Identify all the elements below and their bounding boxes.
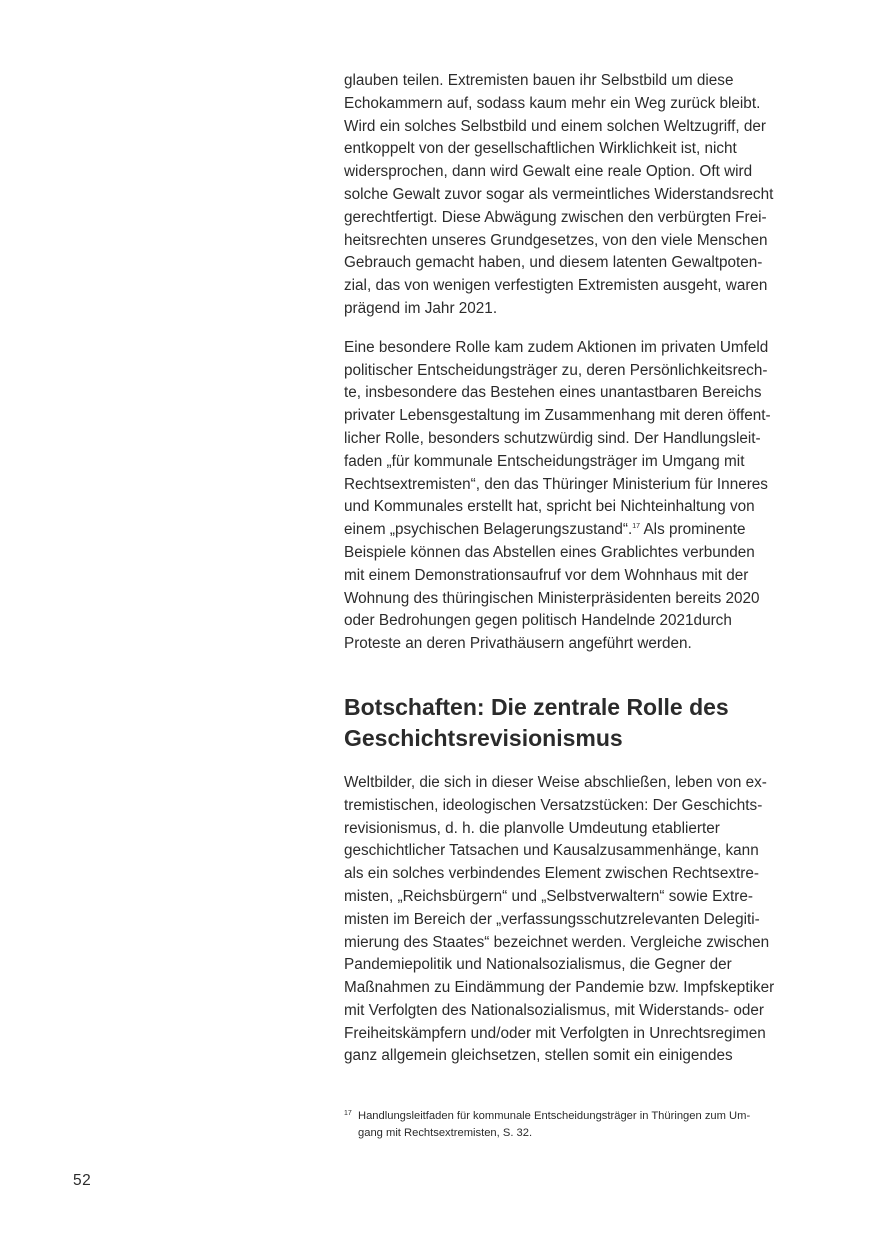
footnote-reference[interactable]: 17 [632, 523, 641, 531]
text-line: glauben teilen. Extremisten bauen ihr Selbstbild um diese [344, 72, 734, 89]
footnote-text [344, 1108, 804, 1142]
text-line: Beispiele können das Abstellen eines Grablichtes verbunden [344, 543, 755, 561]
text-line: mit einem Demonstrationsaufruf vor dem Wohnhaus mit der [344, 566, 749, 584]
text-line: Pandemiepolitik und Nationalsozialismus, die Gegner der [344, 956, 732, 974]
footnote-line: Handlungsleitfaden für kommunale Entscheidungsträger in Thüringen zum Um- [358, 1110, 751, 1122]
paragraph-historical-revisionism [344, 772, 804, 1068]
text-line: Wird ein solches Selbstbild und einem solchen Weltzugriff, der [344, 117, 767, 135]
page-number: 52 [73, 1172, 92, 1189]
text-line: prägend im Jahr 2021. [344, 299, 498, 317]
text-line: revisionismus, d. h. die planvolle Umdeutung etablierter [344, 819, 720, 837]
text-line: entkoppelt von der gesellschaftlichen Wirklichkeit ist, nicht [344, 140, 737, 158]
section-heading [344, 692, 804, 754]
heading-line: Geschichtsrevisionismus [344, 724, 623, 751]
footnote-line: gang mit Rechtsextremisten, S. 32. [358, 1127, 533, 1139]
text-line: widersprochen, dann wird Gewalt eine reale Option. Oft wird [344, 163, 753, 181]
text-line: te, insbesondere das Bestehen eines unantastbaren Bereichs [344, 384, 762, 402]
text-line: Gebrauch gemacht haben, und diesem latenten Gewaltpoten- [344, 254, 763, 272]
text-line: faden „für kommunale Entscheidungsträger im Umgang mit [344, 452, 745, 470]
paragraph-private-environment [344, 337, 804, 656]
text-line: oder Bedrohungen gegen politisch Handelnde 2021durch [344, 612, 732, 630]
text-line: ganz allgemein gleichsetzen, stellen somit ein einigendes [344, 1047, 733, 1065]
text-line: gerechtfertigt. Diese Abwägung zwischen den verbürgten Frei- [344, 208, 767, 226]
footnote [344, 1108, 804, 1142]
text-line: mierung des Staates“ bezeichnet werden. Vergleiche zwischen [344, 933, 770, 951]
text-line: Maßnahmen zu Eindämmung der Pandemie bzw. Impfskeptiker [344, 979, 775, 997]
text-line: und Kommunales erstellt hat, spricht bei Nichteinhaltung von [344, 498, 755, 516]
text-line: heitsrechten unseres Grundgesetzes, von den viele Menschen [344, 231, 768, 249]
main-text-column [344, 70, 804, 1068]
text-line: Eine besondere Rolle kam zudem Aktionen im privaten Umfeld [344, 338, 769, 356]
text-line: politischer Entscheidungsträger zu, deren Persönlichkeitsrech- [344, 361, 768, 379]
text-line: privater Lebensgestaltung im Zusammenhang mit deren öffent- [344, 407, 771, 425]
text-line: licher Rolle, besonders schutzwürdig sind. Der Handlungsleit- [344, 429, 761, 447]
text-line: solche Gewalt zuvor sogar als vermeintliches Widerstandsrecht [344, 185, 774, 203]
paragraph-extremist-self-image [344, 70, 804, 321]
text-line: geschichtlicher Tatsachen und Kausalzusammenhänge, kann [344, 842, 759, 860]
footnote-number: 17 [344, 1110, 352, 1117]
text-line: Echokammern auf, sodass kaum mehr ein Weg zurück bleibt. [344, 94, 761, 112]
text-line: tremistischen, ideologischen Versatzstücken: Der Geschichts- [344, 796, 763, 814]
text-fragment: Als prominente [640, 521, 746, 539]
text-line: als ein solches verbindendes Element zwischen Rechtsextre- [344, 865, 759, 883]
text-line: mit Verfolgten des Nationalsozialismus, mit Widerstands- oder [344, 1001, 764, 1019]
text-line-with-footnote-ref [344, 519, 804, 542]
text-line: Rechtsextremisten“, den das Thüringer Ministerium für Inneres [344, 475, 768, 493]
text-line: misten, „Reichsbürgern“ und „Selbstverwaltern“ sowie Extre- [344, 887, 753, 905]
text-fragment: einem „psychischen Belagerungszustand“. [344, 521, 633, 539]
text-line: misten im Bereich der „verfassungsschutzrelevanten Delegiti- [344, 910, 760, 928]
heading-line: Botschaften: Die zentrale Rolle des [344, 693, 729, 720]
text-line: Wohnung des thüringischen Ministerpräsidenten bereits 2020 [344, 589, 760, 607]
text-line: Weltbilder, die sich in dieser Weise abschließen, leben von ex- [344, 773, 767, 791]
text-line: zial, das von wenigen verfestigten Extremisten ausgeht, waren [344, 277, 768, 295]
text-line: Proteste an deren Privathäusern angeführt werden. [344, 635, 692, 653]
text-line: Freiheitskämpfern und/oder mit Verfolgten in Unrechtsregimen [344, 1024, 766, 1042]
